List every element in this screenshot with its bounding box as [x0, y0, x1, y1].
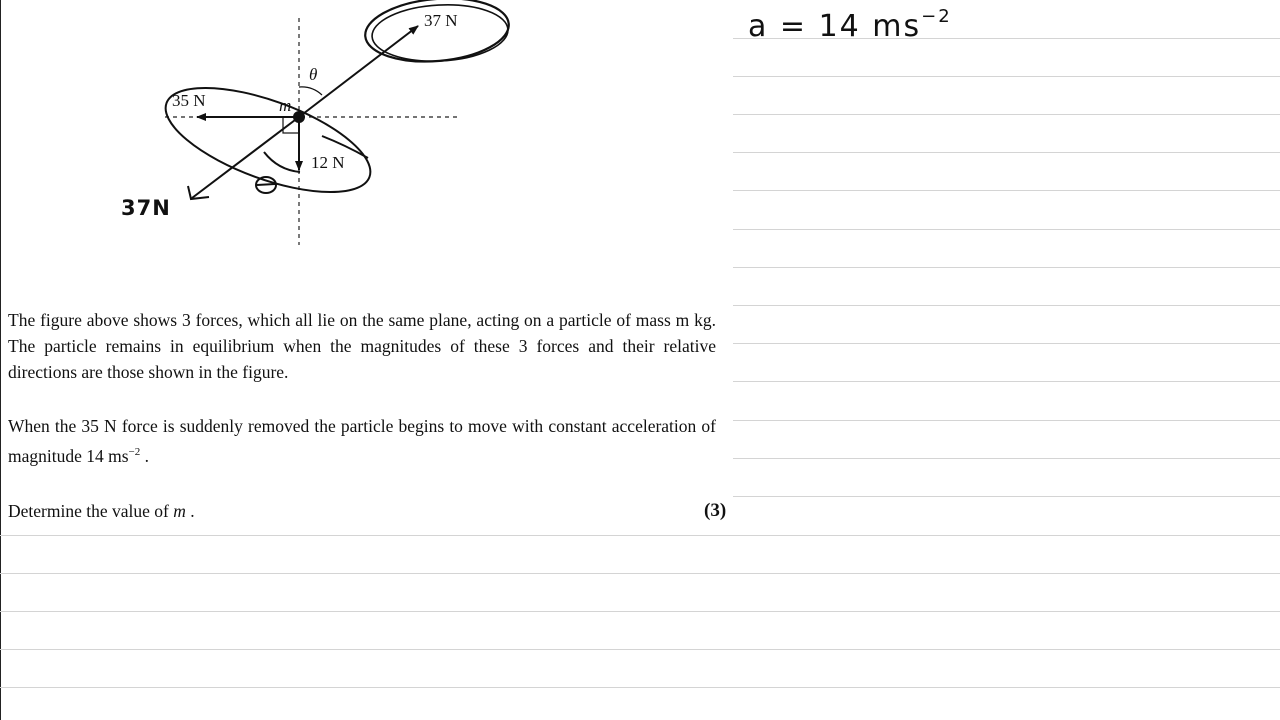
- handwritten-force-label: 37N: [121, 196, 171, 220]
- angle-label: θ: [309, 65, 318, 84]
- force-top-label: 37 N: [424, 11, 458, 30]
- question-paragraph-3: [8, 498, 716, 524]
- question-paragraph-2: [8, 413, 716, 469]
- paragraph-2-text: When the 35 N force is suddenly removed the particle begins to move with constant acceleration of magnitude 14 ms: [8, 416, 716, 466]
- paragraph-3-text: Determine the value of: [8, 501, 169, 521]
- theta-arc: [299, 87, 322, 95]
- paragraph-3-var: m: [173, 501, 186, 521]
- question-paragraph-1: The figure above shows 3 forces, which all lie on the same plane, acting on a particle of mass m kg. The particle remains in equilibrium when the magnitudes of these 3 forces and their relative directions are those shown in the figure.: [8, 310, 716, 382]
- paragraph-2-end: .: [144, 445, 150, 466]
- force-diagram: [0, 0, 740, 260]
- force-left-label: 35 N: [172, 91, 206, 110]
- marks-label: (3): [704, 500, 727, 521]
- handwritten-theta-arc: [264, 152, 300, 172]
- working-text: a = 14 ms: [748, 9, 922, 44]
- handwritten-theta-bar: [257, 184, 275, 185]
- force-down-label: 12 N: [311, 153, 345, 172]
- handwritten-working: [748, 6, 952, 44]
- paragraph-3-end: .: [190, 501, 195, 521]
- working-exponent: −2: [921, 6, 952, 27]
- paragraph-2-exponent: −2: [128, 446, 141, 458]
- mass-label: m: [279, 96, 292, 115]
